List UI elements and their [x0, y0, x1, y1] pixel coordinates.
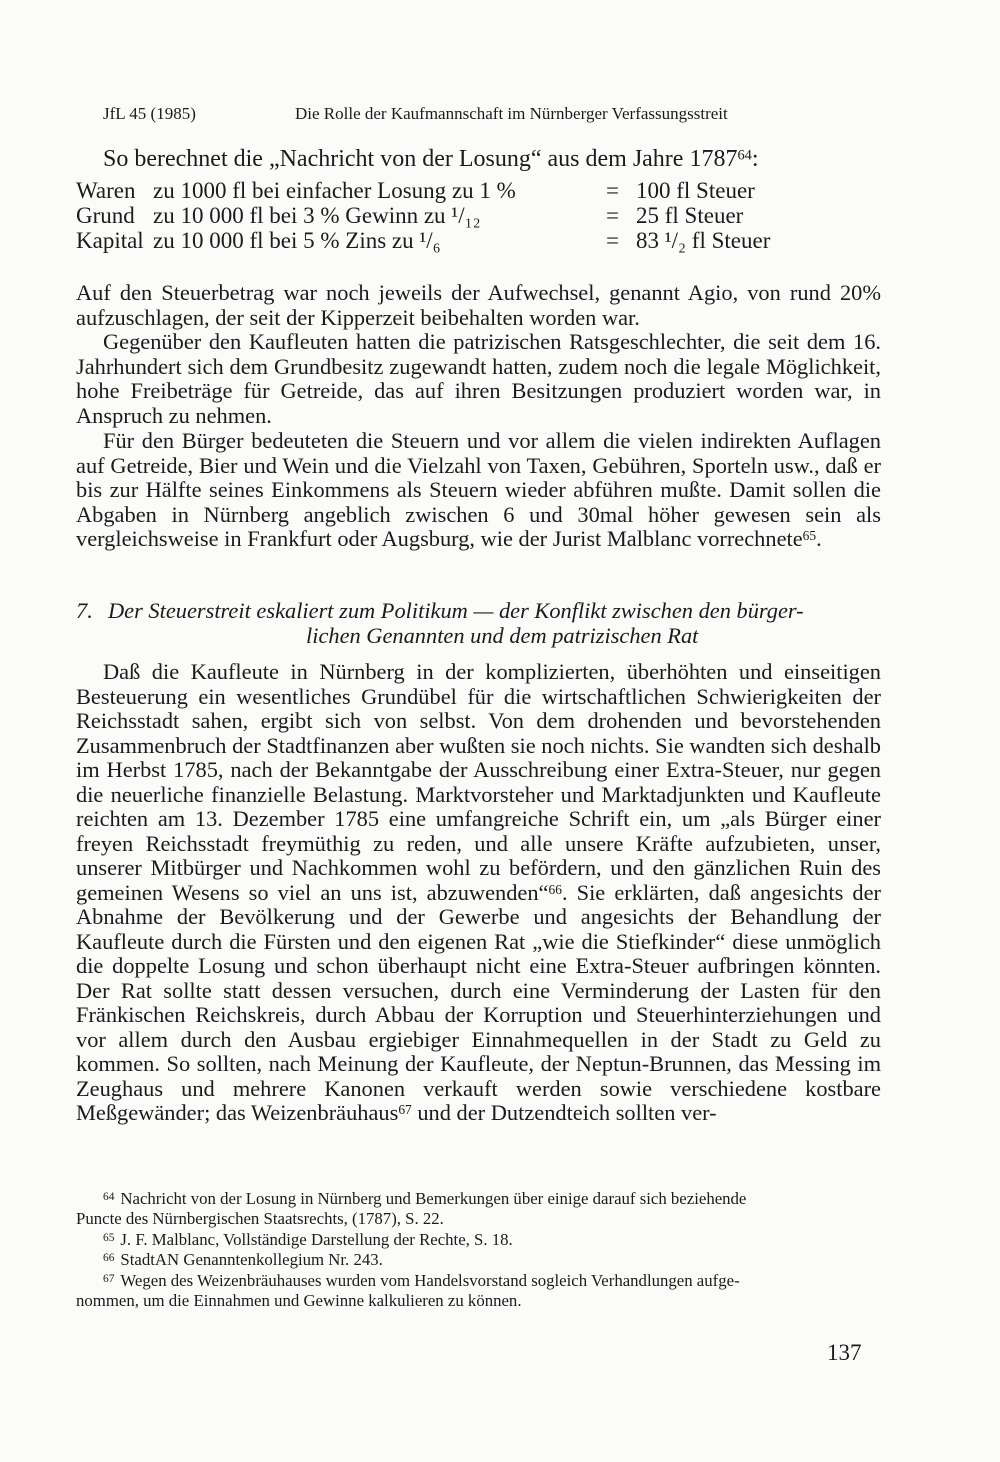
paragraph-merchants	[76, 660, 881, 1126]
paragraph-text: Auf den Steuerbetrag war noch jeweils der Aufwechsel, genannt Agio, von rund 20% aufzuschlagen, der seit der Kipperzeit beibehalten worden war.	[76, 280, 881, 330]
footnote-text: StadtAN Genanntenkollegium Nr. 243.	[120, 1250, 383, 1269]
running-title: Die Rolle der Kaufmannschaft im Nürnberger Verfassungsstreit	[295, 104, 728, 123]
page-number: 137	[827, 1340, 862, 1365]
paragraph-burden	[76, 429, 881, 552]
intro-text: So berechnet die „Nachricht von der Losung“ aus dem Jahre 1787	[103, 146, 738, 172]
paragraph-text: Für den Bürger bedeuteten die Steuern und vor allem die vielen indirekten Auflagen auf Getreide, Bier und Wein und die Vielzahl von Taxen, Gebühren, Sporteln usw., daß er bis zur Hälfte seines Einkommens als Steuern wieder abführen mußte. Damit sollen die Abgaben in Nürnberg angeblich zwischen 6 und 30mal höher gewesen sein als vergleichsweise in Frankfurt oder Augsburg, wie der Jurist Malblanc vorrechnete	[76, 428, 881, 551]
section-title-line1: Der Steuerstreit eskaliert zum Politikum — der Konflikt zwischen den bürger-	[108, 598, 804, 623]
calc-equals: =	[606, 178, 619, 203]
paragraph-text: .	[816, 526, 822, 551]
calc-expression: zu 1000 fl bei einfacher Losung zu 1 %	[153, 178, 516, 203]
footnote-ref-65: 65	[802, 527, 817, 543]
paragraph-agio	[76, 281, 881, 330]
footnote-ref-66: 66	[548, 881, 562, 897]
section-heading	[76, 599, 881, 648]
calc-label: Waren	[76, 178, 136, 203]
calc-equals: =	[606, 228, 619, 253]
footnote-text: Wegen des Weizenbräuhauses wurden vom Handelsvorstand sogleich Verhandlungen aufge-	[120, 1271, 740, 1290]
calc-expression: zu 10 000 fl bei 3 % Gewinn zu ¹/₁₂	[153, 203, 481, 228]
footnote-text: Puncte des Nürnbergischen Staatsrechts, (1787), S. 22.	[76, 1209, 444, 1228]
footnote-ref-64: 64	[737, 147, 752, 164]
paragraph-text: Daß die Kaufleute in Nürnberg in der komplizierten, überhöhten und einseitigen Besteuerung ein wesentliches Grundübel für die wirtschaftlichen Schwierigkeiten der Reichsstadt sahen, ergibt sich von selbst. Von dem drohenden und bevorstehenden Zusammenbruch der Stadtfinanzen aber wußten sie noch nichts. Sie wandten sich deshalb im Herbst 1785, nach der Bekanntgabe der Ausschreibung einer Extra-Steuer, nur gegen die neuerliche finanzielle Belastung. Marktvorsteher und Marktadjunkten und Kaufleute reichten am 13. Dezember 1785 eine umfangreiche Schrift ein, um „als Bürger einer freyen Reichsstadt freymüthig zu reden, und alle unsere Kräfte aufzubieten, unser, unserer Mitbürger und Nachkommen wohl zu befördern, und den gänzlichen Ruin des gemeinen Wesens so viel an uns ist, abzuwenden“	[76, 659, 881, 905]
calc-result: 25 fl Steuer	[636, 203, 744, 228]
paragraph-text: . Sie erklärten, daß angesichts der Abnahme der Bevölkerung und der Gewerbe und angesichts der Behandlung der Kaufleute durch die Fürsten und den eigenen Rat „wie die Stiefkinder“ diese unmöglich die doppelte Losung und schon überhaupt nicht eine Extra-Steuer aufbringen könnten. Der Rat sollte statt dessen versuchen, durch eine Verminderung der Lasten für den Fränkischen Reichskreis, durch Abbau der Korruption und Steuerhinterziehungen und vor allem durch den Ausbau ergiebiger Einnahmequellen in der Stadt zu Geld zu kommen. So sollten, nach Meinung der Kaufleute, der Neptun-Brunnen, das Messing im Zeughaus und mehrere Kanonen verkauft werden sowie verschiedene kostbare Meßgewänder; das Weizenbräuhaus	[76, 879, 881, 1125]
section-title-line2: lichen Genannten und dem patrizischen Rat	[306, 622, 699, 648]
paragraph-text: Gegenüber den Kaufleuten hatten die patrizischen Ratsgeschlechter, die seit dem 16. Jahrhundert sich dem Grundbesitz zugewandt hatten, zudem noch die legale Möglichkeit, hohe Freibeträge für Getreide, das auf ihren Besitzungen produziert worden war, in Anspruch zu nehmen.	[76, 329, 881, 428]
footnote-64	[76, 1189, 879, 1229]
paragraph-text: und der Dutzendteich sollten ver-	[411, 1100, 717, 1125]
intro-colon: :	[751, 146, 759, 172]
footnote-number: 64	[103, 1191, 115, 1204]
footnote-number: 65	[103, 1232, 115, 1245]
footnote-text: J. F. Malblanc, Vollständige Darstellung der Rechte, S. 18.	[120, 1230, 513, 1249]
footnote-66	[103, 1250, 879, 1270]
calc-expression: zu 10 000 fl bei 5 % Zins zu ¹/₆	[153, 228, 441, 253]
calc-label: Grund	[76, 203, 135, 228]
calc-label: Kapital	[76, 228, 144, 253]
calc-equals: =	[606, 203, 619, 228]
journal-reference: JfL 45 (1985)	[103, 104, 196, 123]
footnote-number: 67	[103, 1273, 115, 1286]
paragraph-patricians	[76, 330, 881, 428]
calc-result: 100 fl Steuer	[636, 178, 755, 203]
section-number: 7.	[76, 598, 93, 623]
footnote-text: nommen, um die Einnahmen und Gewinne kalkulieren zu können.	[76, 1291, 522, 1310]
footnote-ref-67: 67	[398, 1101, 412, 1117]
running-head	[103, 104, 728, 124]
footnote-65	[103, 1230, 879, 1250]
footnote-67	[76, 1271, 879, 1311]
calculation-intro	[103, 146, 759, 173]
footnote-text: Nachricht von der Losung in Nürnberg und Bemerkungen über einige darauf sich beziehende	[120, 1189, 747, 1208]
footnote-number: 66	[103, 1252, 115, 1265]
calc-result: 83 ¹/₂ fl Steuer	[636, 228, 771, 253]
